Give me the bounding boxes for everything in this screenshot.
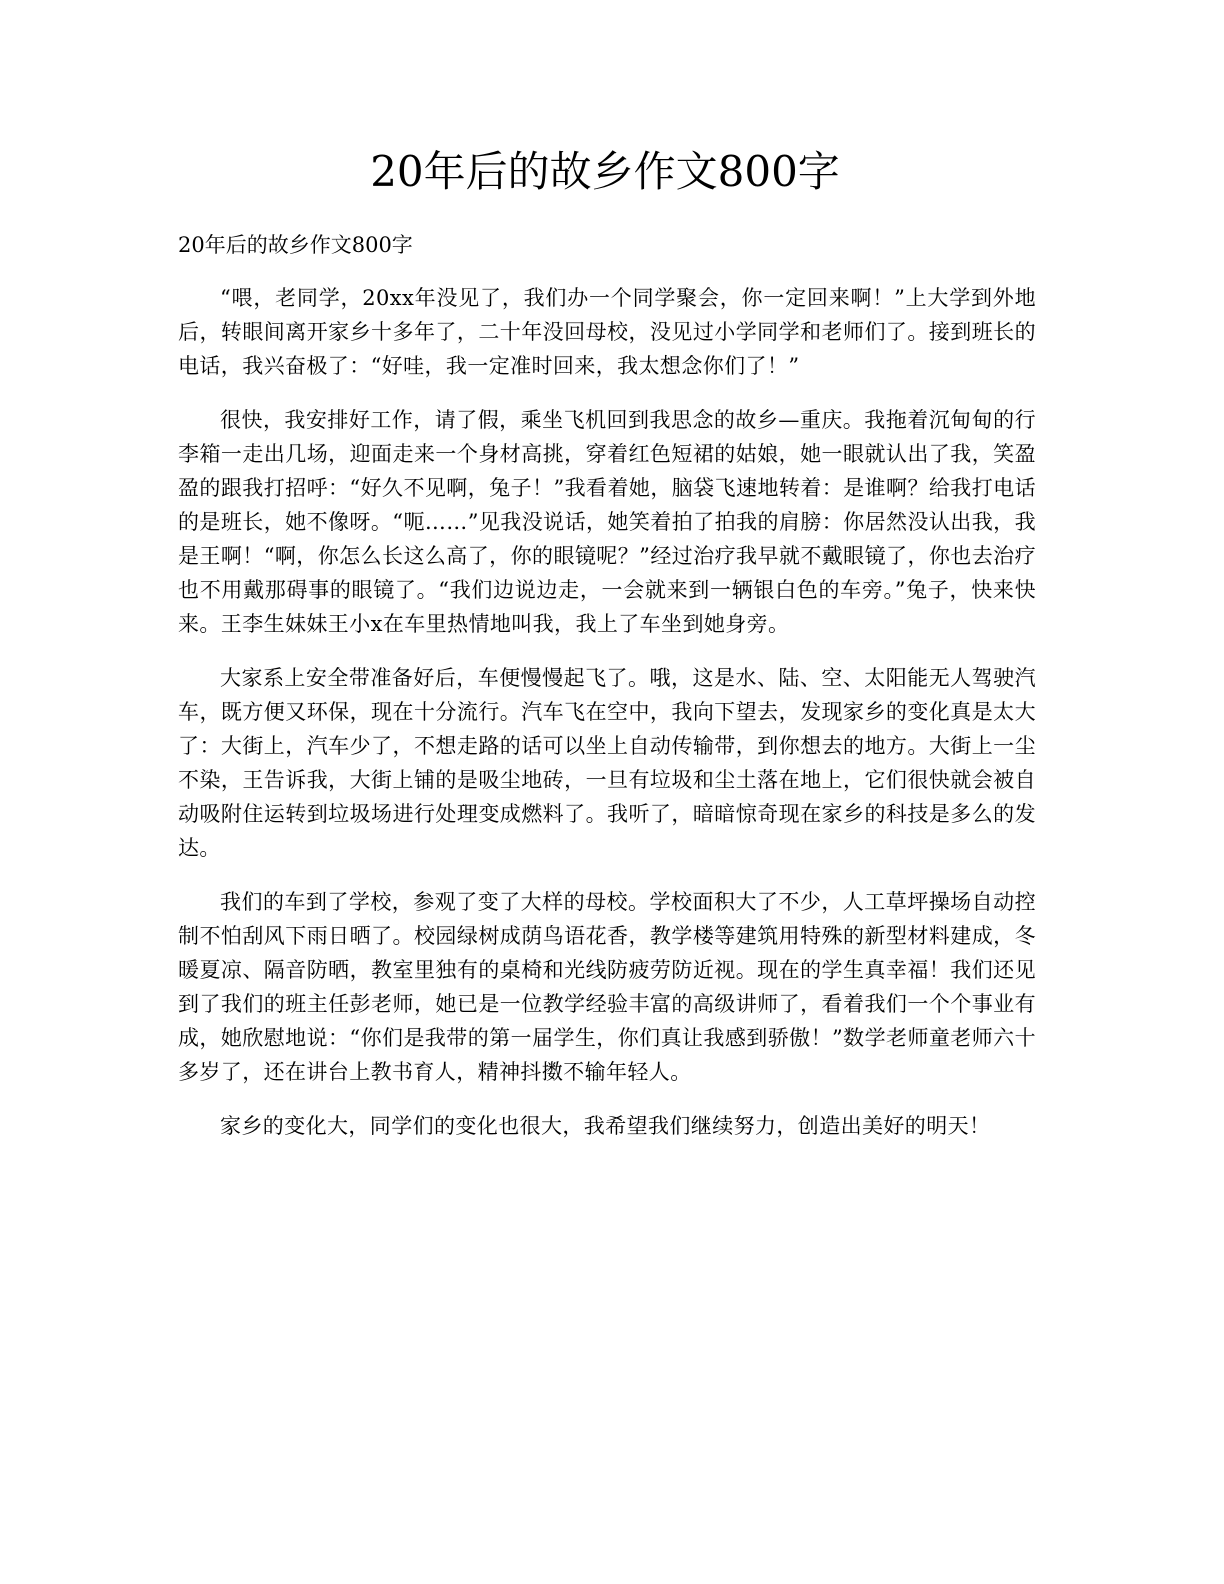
paragraph-1: “喂，老同学，20xx年没见了，我们办一个同学聚会，你一定回来啊！”上大学到外地后，转眼间离开家乡十多年了，二十年没回母校，没见过小学同学和老师们了。接到班长的电话，我兴奋极了：“好哇，我一定准时回来，我太想念你们了！” xyxy=(178,286,1036,378)
document-body xyxy=(178,281,1036,1163)
paragraph-4: 我们的车到了学校，参观了变了大样的母校。学校面积大了不少，人工草坪操场自动控制不怕刮风下雨日晒了。校园绿树成荫鸟语花香，教学楼等建筑用特殊的新型材料建成，冬暖夏凉、隔音防晒，教室里独有的桌椅和光线防疲劳防近视。现在的学生真幸福！我们还见到了我们的班主任彭老师，她已是一位教学经验丰富的高级讲师了，看着我们一个个事业有成，她欣慰地说：“你们是我带的第一届学生，你们真让我感到骄傲！”数学老师童老师六十多岁了，还在讲台上教书育人，精神抖擞不输年轻人。 xyxy=(178,890,1036,1084)
document-title: 20年后的故乡作文800字 xyxy=(370,147,840,196)
paragraph-5: 家乡的变化大，同学们的变化也很大，我希望我们继续努力，创造出美好的明天！ xyxy=(220,1114,991,1138)
paragraph-3: 大家系上安全带准备好后，车便慢慢起飞了。哦，这是水、陆、空、太阳能无人驾驶汽车，既方便又环保，现在十分流行。汽车飞在空中，我向下望去，发现家乡的变化真是太大了：大街上，汽车少了，不想走路的话可以坐上自动传输带，到你想去的地方。大街上一尘不染，王告诉我，大街上铺的是吸尘地砖，一旦有垃圾和尘土落在地上，它们很快就会被自动吸附住运转到垃圾场进行处理变成燃料了。我听了，暗暗惊奇现在家乡的科技是多么的发达。 xyxy=(178,666,1036,860)
document-subtitle: 20年后的故乡作文800字 xyxy=(178,233,413,257)
paragraph-2: 很快，我安排好工作，请了假，乘坐飞机回到我思念的故乡—重庆。我拖着沉甸甸的行李箱一走出几场，迎面走来一个身材高挑，穿着红色短裙的姑娘，她一眼就认出了我，笑盈盈的跟我打招呼：“好久不见啊，兔子！”我看着她，脑袋飞速地转着：是谁啊？给我打电话的是班长，她不像呀。“呃……”见我没说话，她笑着拍了拍我的肩膀：你居然没认出我，我是王啊！“啊，你怎么长这么高了，你的眼镜呢？”经过治疗我早就不戴眼镜了，你也去治疗也不用戴那碍事的眼镜了。“我们边说边走，一会就来到一辆银白色的车旁。”兔子，快来快来。王李生妹妹王小x在车里热情地叫我，我上了车坐到她身旁。 xyxy=(178,408,1036,636)
